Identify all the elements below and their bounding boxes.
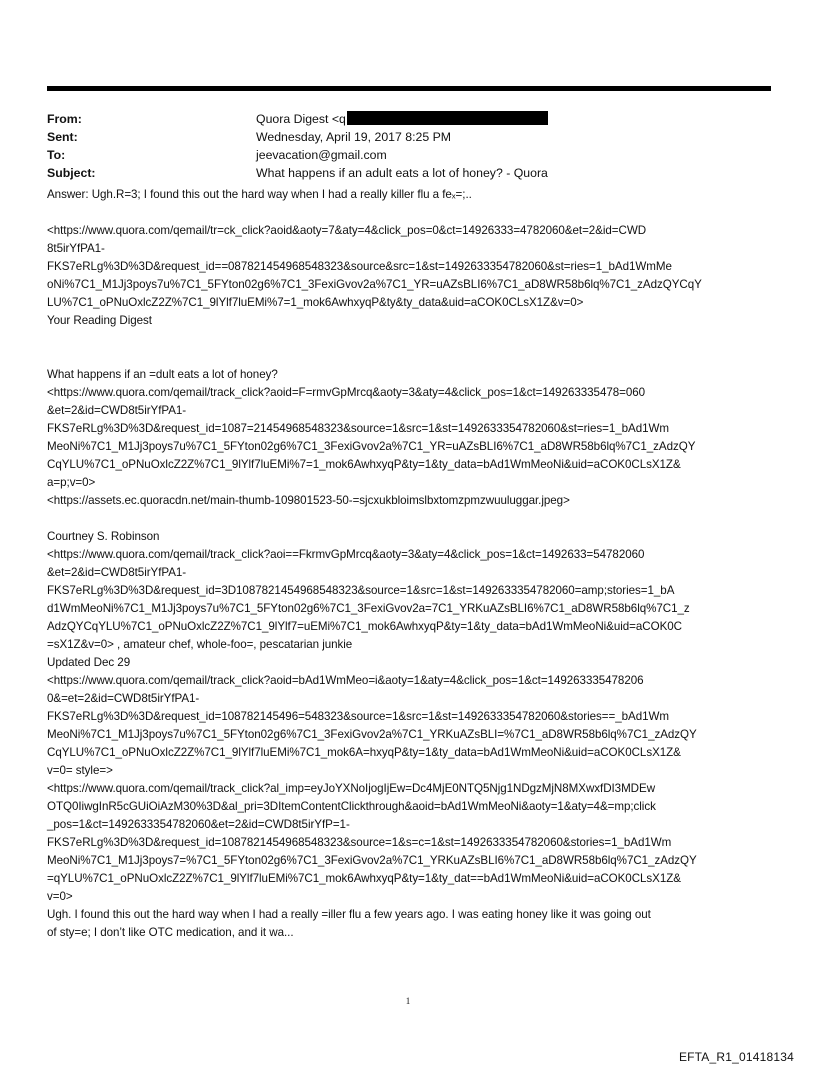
tracking-link-4: <https://www.quora.com/qemail/track_click?aoid=bAd1WmMeo=i&aoty=1&aty=4&click_pos=1&ct=149263335478206 0&=et=2&id=CWD8t5irYfPA1- FKS7eRLg%3D%3D&request_id=108782145496=548323&source=1&src=1&st=1492633354782060&stories==_bAd1Wm MeoNi%7C1_M1Jj3poys7u%7C1_5FYton02g6%7C1_3FexiGvov2a%7C1_YRKuAZsBLI=%7C1_aD8WR58b6lq%7C1_zAdzQY CqYLU%7C1_oPNuOxlcZ2Z%7C1_9lYlf7luEMi%7C1_mok6A=hxyqP&ty=1&ty_data=bAd1WmMeoNi&uid=aCOK0CLsX1Z& v=0= style=> bbox=[47, 674, 697, 777]
tracking-link-5: <https://www.quora.com/qemail/track_click?al_imp=eyJoYXNoIjogIjEw=Dc4MjE0NTQ5Njg1NDgzMjN8MXwxfDI3MDEw OTQ0IiwgInR5cGUiOiAzM30%3D&al_pri=3DItemContentClickthrough&aoid=bAd1WmMeoNi&aoty=1&aty=4&=mp;click _pos=1&ct=1492633354782060&et=2&id=CWD8t5irYfP=1- FKS7eRLg%3D%3D&request_id=1087821454968548323&source=1&s=c=1&st=1492633354782060&stories=1_bAd1Wm MeoNi%7C1_M1Jj3poys7=%7C1_5FYton02g6%7C1_3FexiGvov2a%7C1_YRKuAZsBLI6%7C1_aD8WR58b6lq%7C1_zAdzQY =qYLU%7C1_oPNuOxlcZ2Z%7C1_9lYlf7luEMi%7C1_mok6AwhxyqP&ty=1&ty_dat==bAd1WmMeoNi&uid=aCOK0CLsX1Z& v=0> bbox=[47, 782, 697, 903]
spacer bbox=[47, 204, 777, 222]
sent-label: Sent: bbox=[47, 130, 78, 144]
to-value: jeevacation@gmail.com bbox=[256, 148, 387, 162]
updated-date: Updated Dec 29 bbox=[47, 656, 131, 669]
from-sender: Quora Digest <q bbox=[256, 112, 346, 126]
from-row bbox=[47, 110, 771, 128]
subject-row bbox=[47, 164, 771, 182]
bates-number: EFTA_R1_01418134 bbox=[678, 1050, 794, 1064]
page-number: 1 bbox=[405, 996, 411, 1006]
question-title: What happens if an =dult eats a lot of honey? bbox=[47, 368, 278, 381]
to-row bbox=[47, 146, 771, 164]
answer-excerpt: Ugh. I found this out the hard way when I had a really =iller flu a few years ago. I was eating honey like it was going out of sty=e; I don’t like OTC medication, and it wa... bbox=[47, 908, 651, 939]
tracking-link-1: <https://www.quora.com/qemail/tr=ck_click?aoid&aoty=7&aty=4&click_pos=0&ct=14926333=4782060&et=2&id=CWD 8t5irYfPA1- FKS7eRLg%3D%3D&request_id==087821454968548323&source&src=1&st=1492633354782060&st=ries=1_bAd1WmMe oNi%7C1_M1Jj3poys7u%7C1_5FYton02g6%7C1_3FexiGvov2a%7C1_YR=uAZsBLI6%7C1_aD8WR58b6lq%7C1_zAdzQYCqY LU%7C1_oPNuOxlcZ2Z%7C1_9lYlf7luEMi%7=1_mok6AwhxyqP&ty&ty_data&uid=aCOK0CLsX1Z&v=0> bbox=[47, 224, 702, 309]
subject-value: What happens if an adult eats a lot of honey? - Quora bbox=[256, 166, 548, 180]
subject-label: Subject: bbox=[47, 166, 96, 180]
from-label: From: bbox=[47, 112, 82, 126]
redaction-box bbox=[347, 111, 548, 125]
spacer bbox=[47, 510, 777, 528]
email-header bbox=[47, 110, 771, 182]
answer-line: Answer: Ugh.R=3; I found this out the hard way when I had a really killer flu a feₓ=;.. bbox=[47, 188, 472, 201]
thumbnail-link: <https://assets.ec.quoracdn.net/main-thumb-109801523-50-=sjcxukbloimslbxtomzpmzwuuluggar.jpeg> bbox=[47, 494, 570, 507]
from-value bbox=[256, 110, 548, 128]
author-name: Courtney S. Robinson bbox=[47, 530, 160, 543]
to-label: To: bbox=[47, 148, 66, 162]
header-rule bbox=[47, 86, 771, 91]
sent-value: Wednesday, April 19, 2017 8:25 PM bbox=[256, 130, 452, 144]
reading-digest-label: Your Reading Digest bbox=[47, 314, 152, 327]
email-body bbox=[47, 186, 777, 942]
tracking-link-3: <https://www.quora.com/qemail/track_click?aoi==FkrmvGpMrcq&aoty=3&aty=4&click_pos=1&ct=1492633=54782060 &et=2&id=CWD8t5irYfPA1- FKS7eRLg%3D%3D&request_id=3D1087821454968548323&source=1&src=1&st=1492633354782060=amp;stories=1_bA d1WmMeoNi%7C1_M1Jj3poys7u%7C1_5FYton02g6%7C1_3FexiGvov2a=7C1_YRKuAZsBLI6%7C1_aD8WR58b6lq%7C1_z AdzQYCqYLU%7C1_oPNuOxlcZ2Z%7C1_9lYlf7=uEMi%7C1_mok6AwhxyqP&ty=1&ty_data=bAd1WmMeoNi&uid=aCOK0C =sX1Z&v=0> , amateur chef, whole-foo=, pescatarian junkie bbox=[47, 548, 690, 651]
sent-row bbox=[47, 128, 771, 146]
tracking-link-2: <https://www.quora.com/qemail/track_click?aoid=F=rmvGpMrcq&aoty=3&aty=4&click_pos=1&ct=149263335478=060 &et=2&id=CWD8t5irYfPA1- FKS7eRLg%3D%3D&request_id=1087=21454968548323&source=1&src=1&st=1492633354782060&st=ries=1_bAd1Wm MeoNi%7C1_M1Jj3poys7u%7C1_5FYton02g6%7C1_3FexiGvov2a%7C1_YR=uAZsBLI6%7C1_aD8WR58b6lq%7C1_zAdzQY CqYLU%7C1_oPNuOxlcZ2Z%7C1_9lYlf7luEMi%7=1_mok6AwhxyqP&ty=1&ty_data=bAd1WmMeoNi&uid=aCOK0CLsX1Z& a=p;v=0> bbox=[47, 386, 696, 489]
spacer bbox=[47, 330, 777, 366]
